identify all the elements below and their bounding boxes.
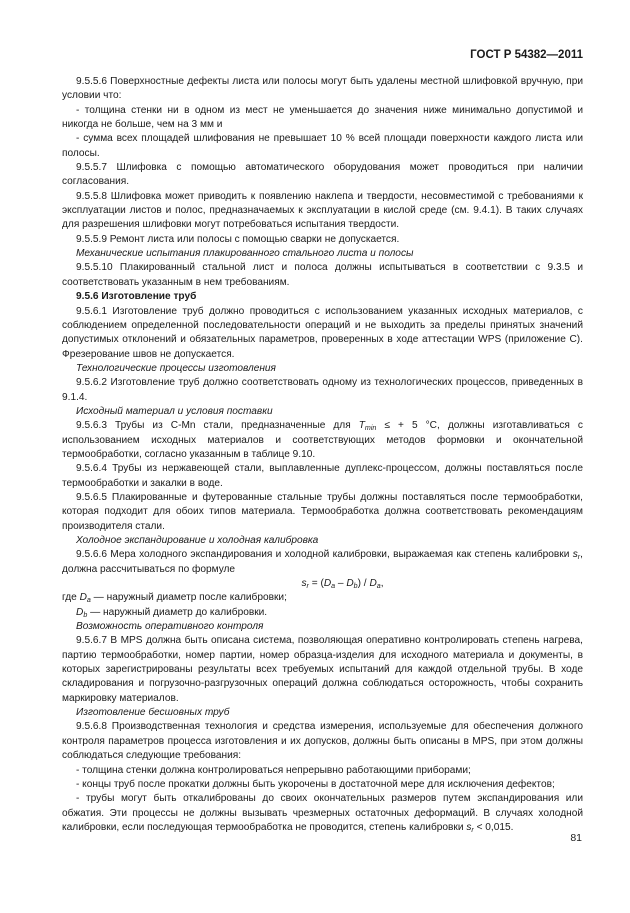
paragraph: 9.5.6.1 Изготовление труб должно проводиться с использованием указанных исходных материалов, с соблюдением определенной последовательности операций и не выходить за пределы принятых значений допустимых отклонений и обязательных параметров, проверенных в ходе аттестации WPS (приложение С). Фрезерование швов не допускается. (62, 305, 583, 360)
section-heading: 9.5.6 Изготовление труб (76, 291, 197, 303)
paragraph: 9.5.6.5 Плакированные и футерованные стальные трубы должны поставляться после термообработки, которая подходит для обоих типов материала. Термообработка должна соответствовать рекомендациям производителя стали. (62, 491, 583, 532)
list-item: - толщина стенки должна контролироваться непрерывно работающими приборами; (76, 764, 471, 776)
paragraph: 9.5.6.4 Трубы из нержавеющей стали, выплавленные дуплекс-процессом, должны поставляться после термообработки и закалки в воде. (62, 463, 583, 489)
math-sub: r (471, 825, 474, 834)
paragraph: 9.5.6.2 Изготовление труб должно соответствовать одному из технологических процессов, приведенных в 9.1.4. (62, 377, 583, 403)
subsection-heading: Изготовление бесшовных труб (76, 707, 230, 719)
subsection-heading: Холодное экспандирование и холодная калибровка (76, 535, 319, 546)
paragraph: 9.5.5.10 Плакированный стальной лист и полоса должны испытываться в соответствии с 9.3.5 и соответствовать указанным в нем требованиям. (62, 262, 583, 288)
paragraph: 9.5.6.8 Производственная технология и средства измерения, используемые для обеспечения должного контроля параметров процесса изготовления и их допусков, должны быть описаны в MPS, при этом должны соблюдаться следующие требования: (62, 721, 583, 762)
text-run: 9.5.6.3 Трубы из С-Mn стали, предназначенные для (76, 420, 359, 432)
text-run: ≤ + 5 °С, должны изготавливаться с использованием исходных материалов и соответствующих методов формовки и окончательной термообработки, согласно указанным в таблице 9.10. (62, 420, 583, 460)
formula: $s_r = (D_a - D_b) / D_a$, (301, 578, 384, 591)
list-item (62, 792, 583, 835)
subsection-heading: Механические испытания плакированного стального листа и полосы (76, 248, 414, 260)
document-header: ГОСТ Р 54382—2011 (470, 49, 583, 61)
definition: $D_b$ — наружный диаметр до калибровки. (76, 606, 268, 619)
paragraph (62, 419, 583, 462)
text-run: 9.5.6.6 Мера холодного экспандирования и холодной калибровки, выражаемая как степень калибровки (76, 549, 573, 561)
paragraph (62, 548, 583, 577)
text-run: < 0,015. (473, 821, 514, 833)
page-number: 81 (570, 832, 582, 844)
math-sub: r (577, 553, 581, 562)
list-item: - концы труб после прокатки должны быть укорочены в достаточной мере для исключения дефектов; (76, 778, 555, 790)
paragraph: 9.5.6.7 В MPS должна быть описана система, позволяющая оперативно контролировать степень нагрева, партию термообработки, номер партии, номер образца-изделия для исходного материала и документы, в которых зарегистрированы результаты всех требуемых испытаний для каждой отдельной трубы. В ходе складирования и погрузочно-разгрузочных операций должна соблюдаться осторожность, чтобы сохранить маркировку материалов. (62, 635, 583, 704)
paragraph: 9.5.5.7 Шлифовка с помощью автоматического оборудования может проводиться при наличии согласования. (62, 162, 583, 188)
paragraph: 9.5.5.9 Ремонт листа или полосы с помощью сварки не допускается. (76, 233, 400, 245)
document-body (62, 75, 583, 835)
definition: где $D_a$ — наружный диаметр после калибровки; (62, 592, 287, 605)
subsection-heading: Исходный материал и условия поставки (76, 405, 273, 417)
text-run: , должна рассчитываться по формуле (62, 549, 583, 575)
text-run: - трубы могут быть откалиброваны до своих окончательных размеров путем экспандирования или обжатия. Эти процессы не должны вызывать чрезмерных остаточных деформаций. В случаях холодной калибровки, если последующая термообработка не проводится, степень калибровки (62, 793, 583, 833)
math-var: s (466, 821, 472, 833)
math-sub: min (364, 424, 377, 433)
subsection-heading: Технологические процессы изготовления (76, 362, 276, 374)
list-item: - толщина стенки ни в одном из мест не уменьшается до значения ниже минимально допустимой и никогда не больше, чем на 3 мм и (62, 104, 583, 131)
paragraph: 9.5.5.8 Шлифовка может приводить к появлению наклепа и твердости, несовместимой с требованиями к эксплуатации листов и полос, предназначаемых к эксплуатации в кислой среде (см. 9.4.1). В таких случаях для разрешения шлифовки могут потребоваться испытания твердости. (62, 190, 583, 231)
math-var: T (358, 420, 365, 432)
paragraph: 9.5.5.6 Поверхностные дефекты листа или полосы могут быть удалены местной шлифовкой вручную, при условии что: (62, 76, 583, 102)
math-var: s (572, 549, 578, 561)
subsection-heading: Возможность оперативного контроля (76, 621, 264, 633)
list-item: - сумма всех площадей шлифования не превышает 10 % всей площади поверхности каждого листа или полосы. (62, 133, 583, 159)
